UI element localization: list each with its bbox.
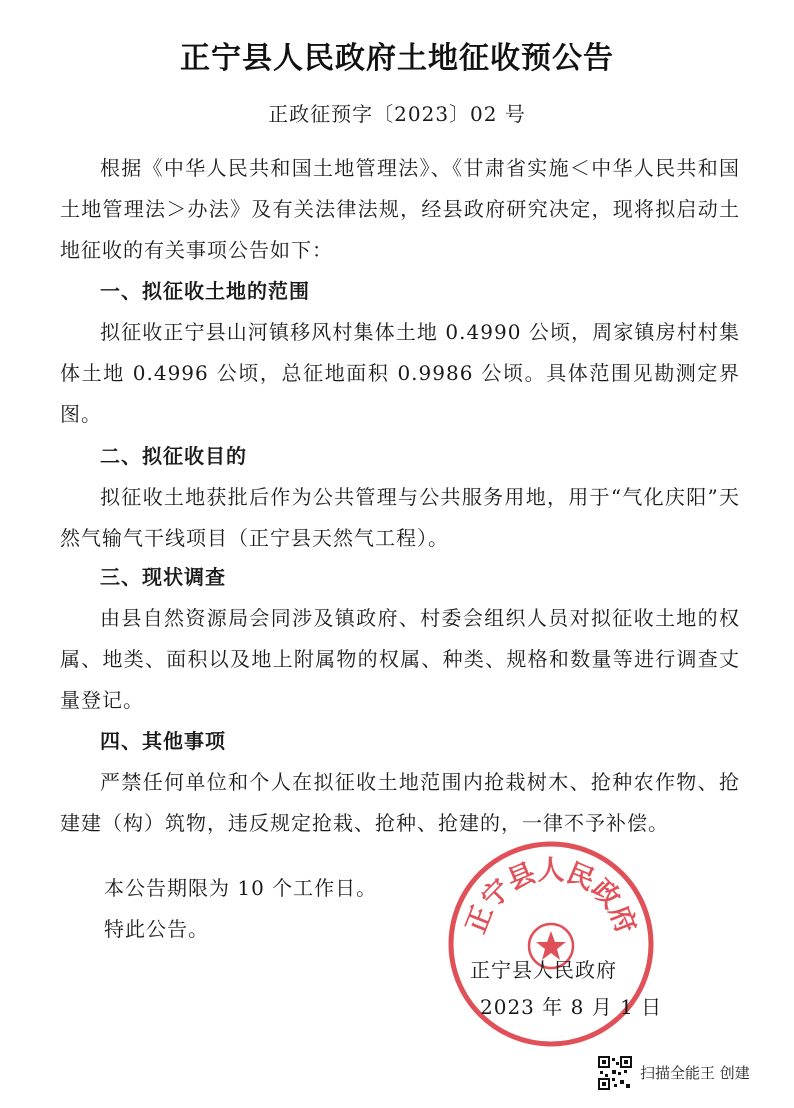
signature-date: 2023 年 8 月 1 日 xyxy=(480,995,663,1019)
section-body-scope: 拟征收正宁县山河镇移风村集体土地 0.4990 公顷，周家镇房村村集体土地 0.4996 公顷，总征地面积 0.9986 公顷。具体范围见勘测定界图。 xyxy=(60,320,740,426)
scanner-watermark: 扫描全能王 创建 xyxy=(640,1064,750,1082)
section-body-survey: 由县自然资源局会同涉及镇政府、村委会组织人员对拟征收土地的权属、地类、面积以及地上附属物的权属、种类、规格和数量等进行调查丈量登记。 xyxy=(60,606,740,712)
section-body-purpose: 拟征收土地获批后作为公共管理与公共服务用地，用于“气化庆阳”天然气输气干线项目（正宁县天然气工程）。 xyxy=(60,485,740,550)
period-note: 本公告期限为 10 个工作日。 xyxy=(104,876,378,900)
section-body-other: 严禁任何单位和个人在拟征收土地范围内抢栽树木、抢种农作物、抢建建（构）筑物，违反规定抢栽、抢种、抢建的，一律不予补偿。 xyxy=(60,770,740,835)
seal-text: 正宁县人民政府 xyxy=(460,855,642,938)
closing-text: 特此公告。 xyxy=(104,917,209,941)
section-heading-purpose: 二、拟征收目的 xyxy=(100,444,247,468)
document-number: 正政征预字〔2023〕02 号 xyxy=(268,102,526,126)
section-heading-scope: 一、拟征收土地的范围 xyxy=(100,279,310,303)
section-heading-other: 四、其他事项 xyxy=(100,729,226,753)
qr-code-icon xyxy=(598,1056,632,1090)
signature-organization: 正宁县人民政府 xyxy=(470,958,617,982)
section-heading-survey: 三、现状调查 xyxy=(100,565,226,589)
intro-paragraph: 根据《中华人民共和国土地管理法》、《甘肃省实施＜中华人民共和国土地管理法＞办法》及有关法律法规，经县政府研究决定，现将拟启动土地征收的有关事项公告如下： xyxy=(60,156,740,262)
notice-title: 正宁县人民政府土地征收预公告 xyxy=(180,41,614,76)
